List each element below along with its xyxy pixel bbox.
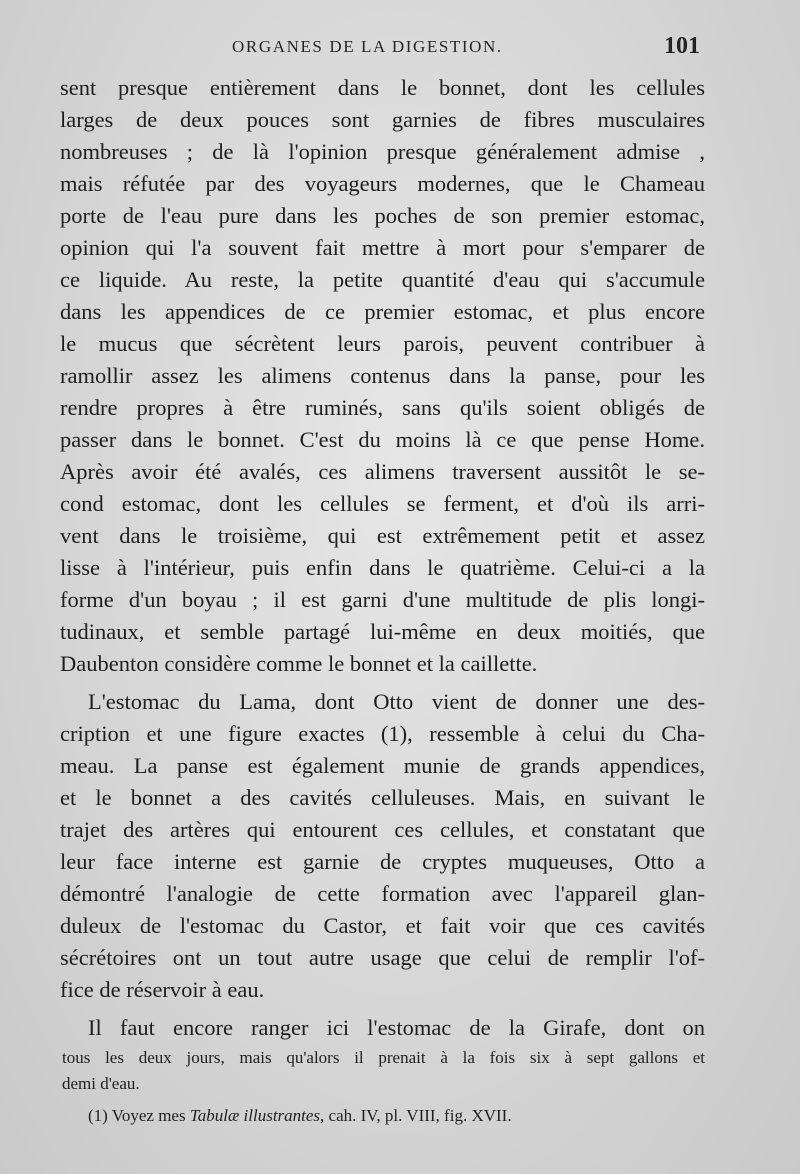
paragraph-lama-stomach [60,686,705,1006]
footnote-continuation-line: demi d'eau. [62,1074,140,1093]
text-line: rendre propres à être ruminés, sans qu'ils soient obligés de [60,395,705,420]
footnote-1-suffix: , cah. IV, pl. VIII, fig. XVII. [320,1106,512,1125]
text-line: et le bonnet a des cavités celluleuses. Mais, en suivant le [60,785,705,810]
text-line: Il faut encore ranger ici l'estomac de la Girafe, dont on [88,1015,705,1040]
text-line: leur face interne est garnie de cryptes muqueuses, Otto a [60,849,705,874]
text-line: vent dans le troisième, qui est extrêmement petit et assez [60,523,705,548]
text-line: le mucus que sécrètent leurs parois, peuvent contribuer à [60,331,705,356]
text-line: lisse à l'intérieur, puis enfin dans le quatrième. Celui-ci a la [60,555,705,580]
text-line: porte de l'eau pure dans les poches de son premier estomac, [60,203,705,228]
footnotes [62,1045,705,1129]
text-line: opinion qui l'a souvent fait mettre à mort pour s'emparer de [60,235,705,260]
text-line: Daubenton considère comme le bonnet et la caillette. [60,651,538,676]
paragraph-camel-stomach [60,72,705,680]
text-line: mais réfutée par des voyageurs modernes, que le Chameau [60,171,705,196]
text-line: ramollir assez les alimens contenus dans la panse, pour les [60,363,705,388]
page-header [0,33,800,63]
main-text [60,72,705,1044]
page-number: 101 [664,33,700,59]
text-line: cond estomac, dont les cellules se ferment, et d'où ils arri- [60,491,705,516]
text-line: larges de deux pouces sont garnies de fibres musculaires [60,107,705,132]
text-line: Après avoir été avalés, ces alimens traversent aussitôt le se- [60,459,705,484]
footnote-continuation-line: tous les deux jours, mais qu'alors il prenait à la fois six à sept gallons et [62,1048,705,1067]
text-line: tudinaux, et semble partagé lui-même en deux moitiés, que [60,619,705,644]
text-line: démontré l'analogie de cette formation avec l'appareil glan- [60,881,705,906]
text-line: ce liquide. Au reste, la petite quantité d'eau qui s'accumule [60,267,705,292]
text-line: sécrétoires ont un tout autre usage que celui de remplir l'of- [60,945,705,970]
text-line: cription et une figure exactes (1), ressemble à celui du Cha- [60,721,705,746]
text-line: duleux de l'estomac du Castor, et fait voir que ces cavités [60,913,705,938]
footnote-1-prefix: (1) Voyez mes [88,1106,190,1125]
paragraph-giraffe-stomach [60,1012,705,1044]
footnote-1 [62,1103,705,1129]
text-line: forme d'un boyau ; il est garni d'une multitude de plis longi- [60,587,705,612]
text-line: passer dans le bonnet. C'est du moins là ce que pense Home. [60,427,705,452]
text-line: meau. La panse est également munie de grands appendices, [60,753,705,778]
text-line: fice de réservoir à eau. [60,977,265,1002]
text-line: dans les appendices de ce premier estomac, et plus encore [60,299,705,324]
text-line: trajet des artères qui entourent ces cellules, et constatant que [60,817,705,842]
text-line: sent presque entièrement dans le bonnet, dont les cellules [60,75,705,100]
text-line: nombreuses ; de là l'opinion presque généralement admise , [60,139,705,164]
text-line: L'estomac du Lama, dont Otto vient de donner une des- [88,689,705,714]
footnote-1-title: Tabulæ illustrantes [189,1106,321,1125]
running-head: ORGANES DE LA DIGESTION. [232,37,503,56]
